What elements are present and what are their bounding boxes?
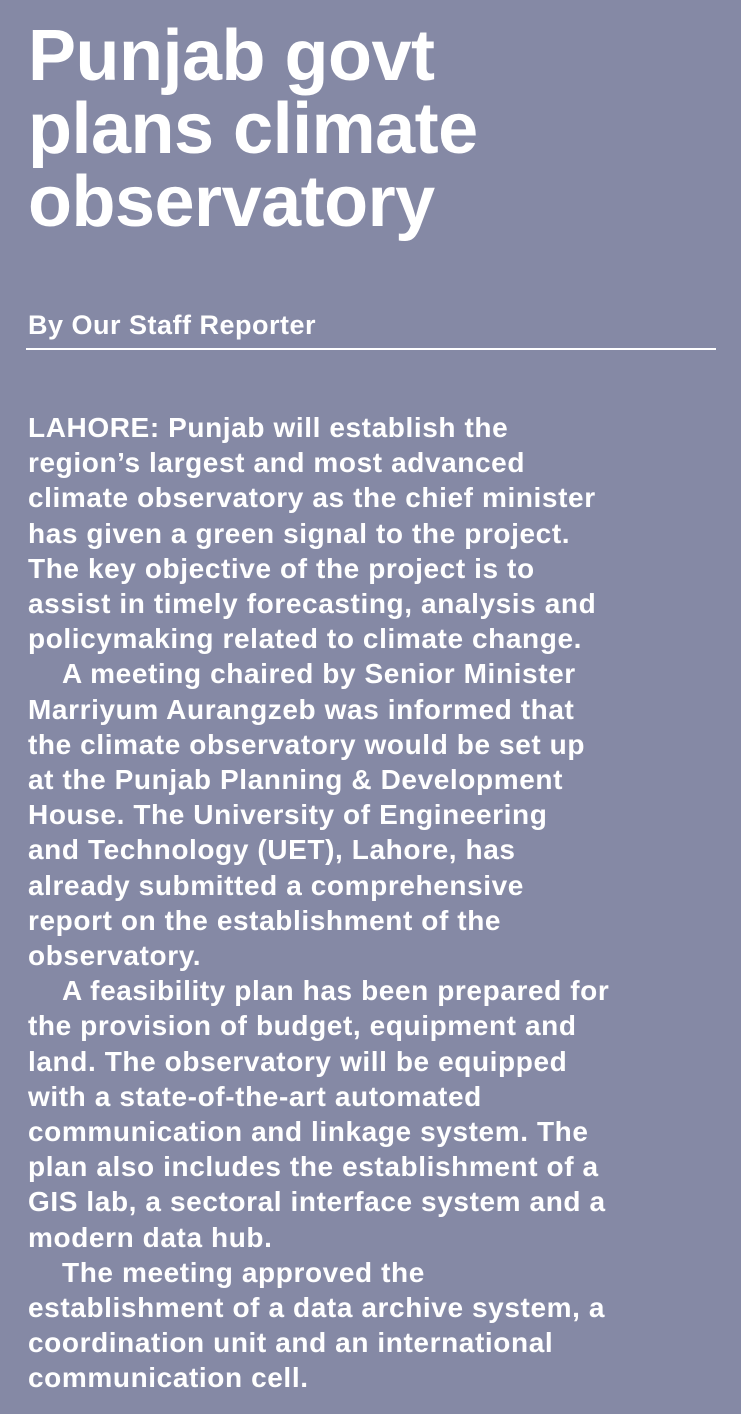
body-line: coordination unit and an international <box>28 1327 554 1359</box>
body-line: and Technology (UET), Lahore, has <box>28 834 516 866</box>
body-line: House. The University of Engineering <box>28 799 548 831</box>
body-line: communication and linkage system. The <box>28 1116 589 1148</box>
body-line: the provision of budget, equipment and <box>28 1010 577 1042</box>
body-paragraph-start: A feasibility plan has been prepared for <box>62 975 610 1007</box>
body-line: with a state-of-the-art automated <box>28 1080 482 1112</box>
body-line: already submitted a comprehensive <box>28 869 524 901</box>
body-line: climate observatory as the chief minister <box>28 482 596 514</box>
article-body <box>28 410 728 1396</box>
body-line: region’s largest and most advanced <box>28 447 526 479</box>
byline-divider <box>26 348 716 350</box>
body-line: at the Punjab Planning & Development <box>28 764 563 796</box>
body-line: modern data hub. <box>28 1221 273 1253</box>
body-line: communication cell. <box>28 1362 309 1394</box>
body-line: The key objective of the project is to <box>28 552 535 584</box>
headline <box>28 16 478 242</box>
body-line: plan also includes the establishment of a <box>28 1151 599 1183</box>
body-line: assist in timely forecasting, analysis and <box>28 588 597 620</box>
body-line: report on the establishment of the <box>28 904 502 936</box>
body-paragraph-start: The meeting approved the <box>62 1256 425 1288</box>
body-line: has given a green signal to the project. <box>28 517 571 549</box>
headline-line: plans climate <box>28 89 478 169</box>
body-paragraph-start: A meeting chaired by Senior Minister <box>62 658 576 690</box>
body-line: LAHORE: Punjab will establish the <box>28 412 509 443</box>
body-line: observatory. <box>28 940 202 972</box>
headline-line: Punjab govt <box>28 16 435 96</box>
body-line: land. The observatory will be equipped <box>28 1045 568 1077</box>
body-line: policymaking related to climate change. <box>28 623 583 655</box>
headline-line: observatory <box>28 162 435 242</box>
body-line: the climate observatory would be set up <box>28 728 586 760</box>
body-line: Marriyum Aurangzeb was informed that <box>28 693 575 725</box>
body-line: GIS lab, a sectoral interface system and a <box>28 1186 606 1218</box>
body-line: establishment of a data archive system, a <box>28 1292 606 1324</box>
byline: By Our Staff Reporter <box>28 310 317 340</box>
